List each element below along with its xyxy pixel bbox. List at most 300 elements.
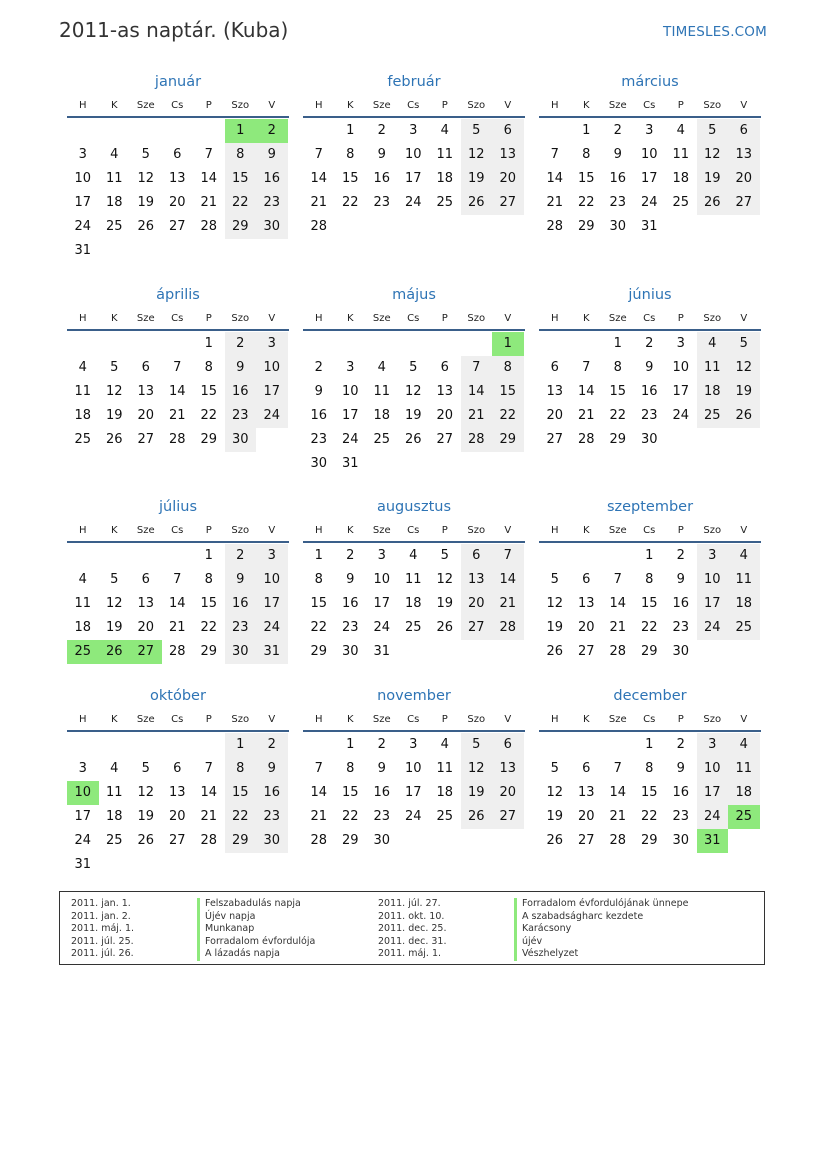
weekend-day-cell: 12 (461, 757, 493, 781)
weekend-day-cell: 7 (492, 544, 524, 568)
weekday-header (303, 94, 525, 116)
week-row (303, 829, 525, 853)
weekday-label: K (582, 713, 590, 725)
day-cell: 1 (204, 336, 213, 351)
weekend-day-cell: 7 (461, 356, 493, 380)
legend-holiday-name: újév (514, 936, 688, 949)
day-cell: 3 (78, 147, 87, 162)
day-cell: 29 (200, 644, 218, 659)
month-title: június (628, 287, 672, 303)
day-cell: 17 (74, 809, 92, 824)
day-cell: 25 (672, 195, 690, 210)
weekday-label: H (314, 312, 323, 324)
weekday-label: H (78, 524, 87, 536)
weekend-day-cell: 8 (492, 356, 524, 380)
weekend-day-cell: 9 (256, 143, 288, 167)
day-cell: 2 (676, 548, 685, 563)
weekend-day-cell: 15 (492, 380, 524, 404)
day-cell: 2 (346, 548, 355, 563)
day-cell: 12 (404, 384, 422, 399)
day-cell: 19 (105, 408, 123, 423)
day-cell: 11 (404, 572, 422, 587)
weekend-day-cell: 18 (728, 592, 760, 616)
weekday-header (539, 94, 761, 116)
day-cell: 3 (377, 548, 386, 563)
holiday-legend (59, 891, 765, 965)
week-row (303, 452, 525, 476)
day-cell: 15 (341, 785, 359, 800)
weekday-label: K (582, 312, 590, 324)
weekend-day-cell: 19 (728, 380, 760, 404)
weekend-day-cell: 24 (697, 805, 729, 829)
day-cell: 27 (436, 432, 454, 447)
month-10 (67, 684, 289, 877)
weekday-label: Szo (231, 524, 250, 536)
legend-holiday-name: A lázadás napja (197, 948, 315, 961)
day-cell: 4 (78, 572, 87, 587)
week-row (67, 640, 289, 664)
day-cell: 24 (74, 833, 92, 848)
day-cell: 24 (640, 195, 658, 210)
weekend-day-cell: 6 (461, 544, 493, 568)
day-cell: 18 (373, 408, 391, 423)
day-cell: 7 (204, 761, 213, 776)
day-cell: 15 (609, 384, 627, 399)
day-cell: 18 (436, 785, 454, 800)
day-cell: 4 (78, 360, 87, 375)
weekday-label: K (582, 524, 590, 536)
weekend-day-cell: 28 (492, 616, 524, 640)
day-cell: 7 (582, 360, 591, 375)
month-11 (303, 684, 525, 853)
legend-holiday-name: Újév napja (197, 911, 315, 924)
day-cell: 30 (609, 219, 627, 234)
week-row (539, 191, 761, 215)
week-row (67, 119, 289, 143)
day-cell: 26 (105, 432, 123, 447)
weekend-day-cell: 20 (492, 167, 524, 191)
day-cell: 7 (550, 147, 559, 162)
weekday-label: P (441, 312, 448, 324)
day-cell: 14 (310, 785, 328, 800)
day-cell: 13 (168, 785, 186, 800)
month-title: április (156, 287, 200, 303)
day-cell: 22 (640, 809, 658, 824)
day-cell: 15 (640, 785, 658, 800)
weekday-label: K (346, 99, 354, 111)
day-cell: 7 (314, 147, 323, 162)
day-cell: 5 (141, 761, 150, 776)
empty-cell (697, 640, 729, 664)
header-divider (67, 329, 289, 331)
weekday-label: K (110, 99, 118, 111)
weekday-label: V (268, 312, 276, 324)
empty-cell (225, 239, 257, 263)
weekend-day-cell: 13 (728, 143, 760, 167)
day-cell: 9 (676, 572, 685, 587)
day-cell: 20 (137, 620, 155, 635)
empty-cell (303, 332, 335, 356)
legend-date: 2011. júl. 27. (378, 898, 441, 909)
empty-cell (366, 452, 398, 476)
weekend-day-cell: 4 (728, 544, 760, 568)
weekday-label: Szo (467, 312, 486, 324)
weekday-label: P (441, 713, 448, 725)
day-cell: 20 (168, 195, 186, 210)
empty-cell (162, 853, 194, 877)
day-cell: 16 (310, 408, 328, 423)
weekday-label: H (550, 99, 559, 111)
empty-cell (162, 733, 194, 757)
empty-cell (130, 239, 162, 263)
weekend-day-cell: 24 (697, 616, 729, 640)
weekend-day-cell: 23 (256, 805, 288, 829)
legend-date: 2011. júl. 25. (71, 935, 134, 947)
weekday-label: P (205, 312, 212, 324)
month-1 (67, 70, 289, 263)
weekday-label: Szo (467, 713, 486, 725)
day-cell: 12 (105, 384, 123, 399)
week-row (67, 592, 289, 616)
day-cell: 24 (404, 809, 422, 824)
weekday-label: Szo (703, 524, 722, 536)
weekday-label: P (677, 99, 684, 111)
weekday-label: P (677, 524, 684, 536)
day-cell: 1 (582, 123, 591, 138)
month-9 (539, 495, 761, 664)
day-cell: 22 (341, 809, 359, 824)
week-row (67, 781, 289, 805)
empty-cell (193, 119, 225, 143)
week-row (67, 733, 289, 757)
legend-holiday-name: Felszabadulás napja (197, 898, 315, 911)
day-cell: 17 (373, 596, 391, 611)
day-cell: 18 (74, 408, 92, 423)
holiday-day-cell: 31 (697, 829, 729, 853)
legend-date: 2011. máj. 1. (378, 948, 442, 960)
day-cell: 21 (609, 620, 627, 635)
weekend-day-cell: 12 (728, 356, 760, 380)
day-cell: 30 (640, 432, 658, 447)
weekend-day-cell: 26 (461, 191, 493, 215)
day-cell: 30 (373, 833, 391, 848)
day-cell: 12 (546, 785, 564, 800)
week-row (539, 757, 761, 781)
weekend-day-cell: 15 (225, 781, 257, 805)
day-cell: 29 (310, 644, 328, 659)
weekday-label: Sze (372, 713, 391, 725)
weekend-day-cell: 16 (256, 781, 288, 805)
empty-cell (99, 733, 131, 757)
day-cell: 28 (168, 644, 186, 659)
day-cell: 7 (204, 147, 213, 162)
week-row (303, 616, 525, 640)
day-cell: 1 (204, 548, 213, 563)
week-row (539, 428, 761, 452)
weekend-day-cell: 10 (697, 568, 729, 592)
day-cell: 9 (346, 572, 355, 587)
weekday-label: V (740, 713, 748, 725)
week-row (539, 404, 761, 428)
day-cell: 5 (550, 761, 559, 776)
week-row (303, 404, 525, 428)
day-cell: 22 (200, 620, 218, 635)
day-cell: 22 (577, 195, 595, 210)
day-cell: 31 (640, 219, 658, 234)
weekend-day-cell: 20 (728, 167, 760, 191)
weekday-label: Cs (643, 99, 656, 111)
week-row (303, 356, 525, 380)
week-row (67, 215, 289, 239)
weekend-day-cell: 17 (697, 592, 729, 616)
day-cell: 26 (546, 833, 564, 848)
empty-cell (539, 332, 571, 356)
weekend-day-cell: 19 (461, 781, 493, 805)
day-cell: 1 (613, 336, 622, 351)
week-row (539, 215, 761, 239)
legend-date: 2011. dec. 25. (378, 923, 447, 935)
weekday-label: K (346, 312, 354, 324)
empty-cell (461, 215, 493, 239)
week-row (539, 733, 761, 757)
weekend-day-cell: 21 (461, 404, 493, 428)
weekday-label: V (268, 524, 276, 536)
legend-date: 2011. júl. 26. (71, 948, 134, 960)
weekend-day-cell: 13 (492, 757, 524, 781)
day-cell: 30 (672, 833, 690, 848)
weekend-day-cell: 9 (225, 568, 257, 592)
week-row (303, 781, 525, 805)
weekday-label: Szo (703, 312, 722, 324)
day-cell: 14 (310, 171, 328, 186)
day-cell: 8 (582, 147, 591, 162)
weekend-day-cell: 27 (461, 616, 493, 640)
weekday-label: Sze (372, 524, 391, 536)
day-cell: 26 (436, 620, 454, 635)
weekend-day-cell: 23 (225, 404, 257, 428)
weekday-label: V (740, 312, 748, 324)
weekend-day-cell: 12 (461, 143, 493, 167)
empty-cell (429, 829, 461, 853)
day-cell: 28 (609, 833, 627, 848)
day-cell: 7 (173, 572, 182, 587)
week-row (67, 191, 289, 215)
weekend-day-cell: 17 (256, 592, 288, 616)
weekday-label: Sze (608, 524, 627, 536)
empty-cell (99, 544, 131, 568)
weekend-day-cell: 15 (225, 167, 257, 191)
day-cell: 29 (200, 432, 218, 447)
day-cell: 21 (609, 809, 627, 824)
day-cell: 8 (314, 572, 323, 587)
day-cell: 12 (137, 171, 155, 186)
day-cell: 9 (377, 147, 386, 162)
day-cell: 8 (204, 360, 213, 375)
holiday-day-cell: 2 (256, 119, 288, 143)
weekday-label: V (740, 99, 748, 111)
day-cell: 15 (640, 596, 658, 611)
weekday-label: Cs (171, 524, 184, 536)
day-cell: 10 (404, 147, 422, 162)
day-cell: 25 (105, 833, 123, 848)
empty-cell (162, 332, 194, 356)
day-cell: 16 (672, 785, 690, 800)
empty-cell (256, 239, 288, 263)
day-cell: 15 (200, 596, 218, 611)
day-cell: 27 (168, 833, 186, 848)
day-cell: 8 (645, 572, 654, 587)
day-cell: 1 (346, 737, 355, 752)
week-row (539, 592, 761, 616)
day-cell: 14 (168, 384, 186, 399)
legend-date: 2011. jan. 2. (71, 910, 131, 922)
day-cell: 19 (137, 195, 155, 210)
day-cell: 7 (613, 572, 622, 587)
day-cell: 3 (645, 123, 654, 138)
day-cell: 18 (404, 596, 422, 611)
weekday-label: V (504, 713, 512, 725)
day-cell: 11 (74, 384, 92, 399)
day-cell: 28 (168, 432, 186, 447)
day-cell: 22 (341, 195, 359, 210)
weekend-day-cell: 2 (225, 332, 257, 356)
week-row (303, 167, 525, 191)
legend-date: 2011. máj. 1. (71, 923, 135, 935)
day-cell: 2 (676, 737, 685, 752)
day-cell: 25 (404, 620, 422, 635)
day-cell: 17 (404, 785, 422, 800)
weekday-label: Cs (643, 524, 656, 536)
day-cell: 2 (377, 123, 386, 138)
legend-date: 2011. dec. 31. (378, 935, 447, 947)
day-cell: 13 (546, 384, 564, 399)
weekend-day-cell: 5 (728, 332, 760, 356)
day-cell: 20 (137, 408, 155, 423)
weekday-label: P (205, 99, 212, 111)
weekday-label: Sze (608, 312, 627, 324)
weekday-label: Sze (372, 99, 391, 111)
weekday-label: Cs (171, 312, 184, 324)
day-cell: 6 (582, 761, 591, 776)
weekday-label: V (268, 99, 276, 111)
day-cell: 23 (373, 195, 391, 210)
day-cell: 19 (436, 596, 454, 611)
day-cell: 28 (200, 219, 218, 234)
day-cell: 22 (200, 408, 218, 423)
holiday-day-cell: 25 (67, 640, 99, 664)
holiday-day-cell: 26 (99, 640, 131, 664)
day-cell: 24 (341, 432, 359, 447)
weekend-day-cell: 14 (461, 380, 493, 404)
day-cell: 27 (137, 432, 155, 447)
empty-cell (99, 119, 131, 143)
weekday-label: Cs (407, 524, 420, 536)
weekend-day-cell: 20 (492, 781, 524, 805)
day-cell: 6 (141, 360, 150, 375)
day-cell: 13 (577, 596, 595, 611)
weekday-header (67, 519, 289, 541)
day-cell: 17 (672, 384, 690, 399)
empty-cell (99, 853, 131, 877)
weekday-label: Szo (703, 99, 722, 111)
day-cell: 8 (204, 572, 213, 587)
weekend-day-cell: 12 (697, 143, 729, 167)
day-cell: 3 (676, 336, 685, 351)
week-row (303, 640, 525, 664)
weekend-day-cell: 27 (492, 191, 524, 215)
empty-cell (429, 640, 461, 664)
day-cell: 20 (577, 809, 595, 824)
weekday-label: K (346, 713, 354, 725)
weekend-day-cell: 28 (461, 428, 493, 452)
day-cell: 13 (137, 384, 155, 399)
header-divider (67, 730, 289, 732)
empty-cell (130, 119, 162, 143)
empty-cell (256, 428, 288, 452)
weekday-header (539, 307, 761, 329)
day-cell: 8 (645, 761, 654, 776)
weekend-day-cell: 5 (461, 733, 493, 757)
weekday-label: P (205, 524, 212, 536)
day-cell: 26 (404, 432, 422, 447)
weekend-day-cell: 1 (225, 733, 257, 757)
header-divider (539, 116, 761, 118)
day-cell: 8 (346, 761, 355, 776)
month-7 (67, 495, 289, 664)
month-12 (539, 684, 761, 853)
empty-cell (728, 640, 760, 664)
day-cell: 28 (546, 219, 564, 234)
day-cell: 21 (577, 408, 595, 423)
header-divider (303, 329, 525, 331)
empty-cell (539, 544, 571, 568)
day-cell: 6 (550, 360, 559, 375)
week-row (67, 805, 289, 829)
day-cell: 11 (436, 147, 454, 162)
day-cell: 16 (609, 171, 627, 186)
empty-cell (571, 733, 603, 757)
weekday-label: H (550, 713, 559, 725)
day-cell: 3 (409, 737, 418, 752)
day-cell: 29 (640, 833, 658, 848)
day-cell: 6 (582, 572, 591, 587)
day-cell: 7 (613, 761, 622, 776)
day-cell: 2 (613, 123, 622, 138)
week-row (67, 332, 289, 356)
weekend-day-cell: 8 (225, 757, 257, 781)
day-cell: 3 (409, 123, 418, 138)
weekday-label: H (78, 713, 87, 725)
empty-cell (398, 215, 430, 239)
day-cell: 23 (672, 620, 690, 635)
day-cell: 31 (74, 243, 92, 258)
weekday-label: P (441, 99, 448, 111)
day-cell: 18 (105, 809, 123, 824)
weekend-day-cell: 22 (225, 191, 257, 215)
weekend-day-cell: 8 (225, 143, 257, 167)
empty-cell (366, 332, 398, 356)
legend-holiday-name: Vészhelyzet (514, 948, 688, 961)
day-cell: 23 (373, 809, 391, 824)
site-link[interactable]: TIMESLES.COM (663, 24, 767, 40)
day-cell: 6 (173, 147, 182, 162)
weekday-label: H (550, 312, 559, 324)
month-6 (539, 283, 761, 452)
weekend-day-cell: 6 (728, 119, 760, 143)
weekday-label: Cs (407, 713, 420, 725)
day-cell: 3 (78, 761, 87, 776)
week-row (539, 332, 761, 356)
